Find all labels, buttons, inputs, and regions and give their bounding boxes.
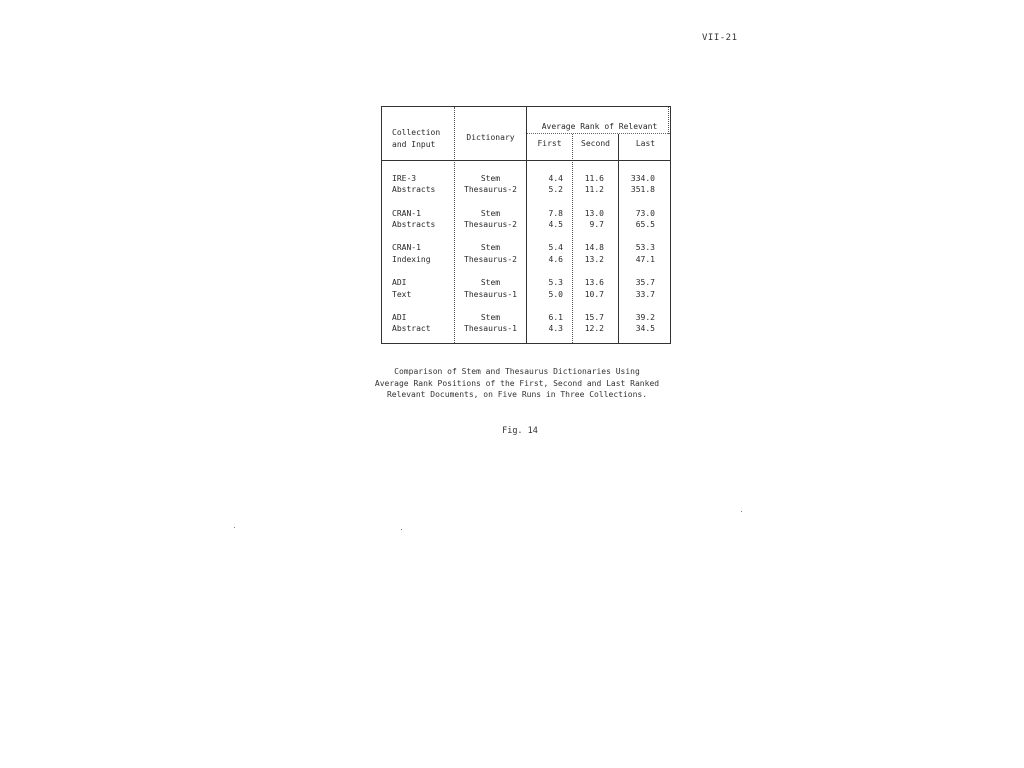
collection-name: ADI — [392, 278, 407, 287]
dictionary-cell: Stem — [480, 313, 501, 322]
dictionary-cell: Thesaurus-2 — [464, 185, 517, 194]
first-rank-cell: 4.5 — [548, 220, 563, 229]
second-rank-cell: 14.8 — [584, 243, 604, 252]
caption-line: Relevant Documents, on Five Runs in Three Collections. — [386, 390, 648, 399]
second-rank-cell: 11.6 — [584, 174, 604, 183]
results-table — [381, 106, 671, 344]
second-rank-cell: 15.7 — [584, 313, 604, 322]
first-rank-cell: 6.1 — [548, 313, 563, 322]
collection-input: Indexing — [392, 255, 431, 264]
collection-name: CRAN-1 — [392, 243, 421, 252]
collection-name: IRE-3 — [392, 174, 417, 183]
second-rank-cell: 13.0 — [584, 209, 604, 218]
collection-input: Text — [392, 290, 412, 299]
dictionary-cell: Thesaurus-2 — [464, 220, 517, 229]
header-second: Second — [581, 139, 610, 148]
collection-input: Abstracts — [392, 185, 436, 194]
dictionary-cell: Stem — [480, 243, 501, 252]
figure-label: Fig. 14 — [502, 426, 538, 436]
first-rank-cell: 5.3 — [548, 278, 563, 287]
dictionary-cell: Thesaurus-1 — [464, 290, 517, 299]
last-rank-cell: 73.0 — [635, 209, 655, 218]
scan-speck — [401, 529, 402, 530]
caption-line: Comparison of Stem and Thesaurus Dictionaries Using — [394, 367, 640, 376]
first-rank-cell: 7.8 — [548, 209, 563, 218]
scan-speck — [234, 527, 235, 528]
last-rank-cell: 35.7 — [635, 278, 655, 287]
first-rank-cell: 4.6 — [548, 255, 563, 264]
scan-speck — [741, 511, 742, 512]
first-rank-cell: 5.2 — [548, 185, 563, 194]
collection-input: Abstract — [392, 324, 431, 333]
second-rank-cell: 13.6 — [584, 278, 604, 287]
last-rank-cell: 334.0 — [630, 174, 655, 183]
header-average-rank: Average Rank of Relevant — [541, 122, 658, 131]
first-rank-cell: 4.4 — [548, 174, 563, 183]
last-rank-cell: 351.8 — [630, 185, 655, 194]
caption-line: Average Rank Positions of the First, Second and Last Ranked — [374, 378, 660, 388]
dictionary-cell: Thesaurus-1 — [464, 324, 517, 333]
second-rank-cell: 11.2 — [584, 185, 604, 194]
header-dictionary: Dictionary — [466, 133, 515, 142]
second-rank-cell: 13.2 — [584, 255, 604, 264]
last-rank-cell: 65.5 — [635, 220, 655, 229]
dictionary-cell: Stem — [480, 174, 501, 183]
collection-input: Abstracts — [392, 220, 436, 229]
collection-name: ADI — [392, 313, 407, 322]
second-rank-cell: 9.7 — [589, 220, 604, 229]
figure-caption — [340, 366, 694, 401]
dictionary-cell: Thesaurus-2 — [464, 255, 517, 264]
second-rank-cell: 12.2 — [584, 324, 604, 333]
header-collection-line1: Collection — [392, 128, 441, 137]
first-rank-cell: 5.0 — [548, 290, 563, 299]
first-rank-cell: 4.3 — [548, 324, 563, 333]
collection-name: CRAN-1 — [392, 209, 421, 218]
header-first: First — [537, 139, 562, 148]
header-divider — [527, 133, 670, 134]
second-rank-cell: 10.7 — [584, 290, 604, 299]
last-rank-cell: 34.5 — [635, 324, 655, 333]
last-rank-cell: 47.1 — [635, 255, 655, 264]
dictionary-cell: Stem — [480, 278, 501, 287]
dictionary-cell: Stem — [480, 209, 501, 218]
first-rank-cell: 5.4 — [548, 243, 563, 252]
last-rank-cell: 33.7 — [635, 290, 655, 299]
page-number: VII-21 — [702, 33, 738, 43]
header-last: Last — [635, 139, 656, 148]
last-rank-cell: 39.2 — [635, 313, 655, 322]
last-rank-cell: 53.3 — [635, 243, 655, 252]
header-bottom-rule — [382, 160, 670, 161]
header-collection-line2: and Input — [392, 140, 436, 149]
